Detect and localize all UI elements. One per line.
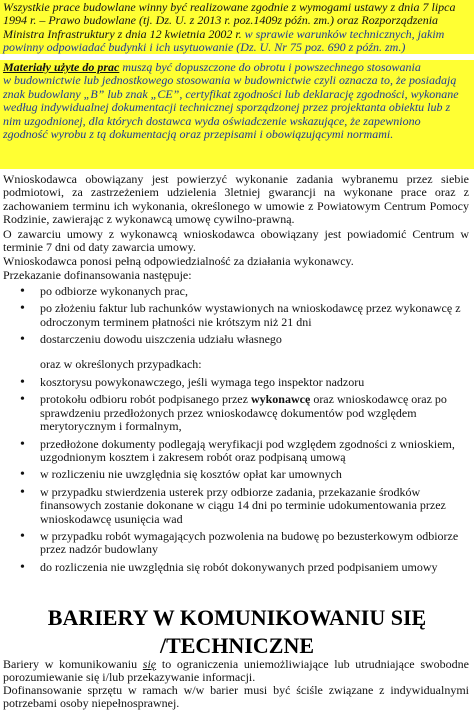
heading-line-1: BARIERY W KOMUNIKOWANIU SIĘ — [47, 605, 427, 630]
list-item: • protokołu odbioru robót podpisanego przez wykonawcę oraz wnioskodawcę oraz po sprawdzeniu przedłożonych przez wnioskodawcę dokumentów pod względem merytorycznym i formalnym, — [0, 393, 474, 433]
list-item: • kosztorysu powykonawczego, jeśli wymaga tego inspektor nadzoru — [0, 376, 474, 389]
section-heading — [0, 604, 474, 660]
materials-paragraph — [3, 61, 469, 141]
equipment-funding-paragraph: Dofinansowanie sprzętu w ramach w/w barier musi być ściśle związane z indywidualnymi potrzebami osoby niepełnosprawnej. — [3, 683, 469, 711]
notification-paragraph: O zawarciu umowy z wykonawcą wnioskodawca obowiązany jest powiadomić Centrum w terminie 7 dni od daty zawarcia umowy. — [3, 227, 469, 255]
building-law-paragraph — [3, 1, 469, 55]
responsibility-paragraph: Wnioskodawca ponosi pełną odpowiedzialność za działania wykonawcy. — [3, 254, 354, 268]
heading-line-2: /TECHNICZNE — [159, 633, 315, 658]
line: powinny odpowiadać budynki i ich usytuowanie (Dz. U. Nr 75 poz. 690 z późn. zm.) — [3, 40, 406, 55]
list-item: • w rozliczeniu nie uwzględnia się kosztów opłat kar umownych — [0, 468, 474, 481]
line: znak budowlany „B” lub znak „CE”, certyfikat zgodności lub deklarację zgodności, wykonane — [3, 86, 459, 101]
line: według indywidualnej dokumentacji technicznej sporządzonej przez projektanta obiektu lub z — [3, 100, 451, 115]
line: w budownictwie lub jednostkowego stosowania w budownictwie czyli oznacza to, że posiadają — [3, 73, 457, 88]
list-item: • dostarczeniu dowodu uiszczenia udziału własnego — [0, 333, 474, 346]
list-item: • przedłożone dokumenty podlegają weryfikacji pod względem zgodności z wnioskiem, uzgodnionym kosztem i zakresem robót oraz podpisaną umową — [0, 438, 474, 465]
line: 1994 r. – Prawo budowlane (tj. Dz. U. z 2013 r. poz.1409z późn. zm.) oraz Rozporządzenia — [3, 13, 439, 28]
list-item: • w przypadku stwierdzenia usterek przy odbiorze zadania, przekazanie środków finansowych zostanie dokonane w ciągu 14 dni po terminie udokumentowania przez wnioskodawcę usunięcia wad — [0, 486, 474, 526]
funding-transfer-heading: Przekazanie dofinansowania następuje: — [3, 268, 192, 282]
line: Materiały użyte do prac muszą być dopuszczone do obrotu i powszechnego stosowania — [3, 60, 421, 74]
list-item: • po złożeniu faktur lub rachunków wystawionych na wnioskodawcę przez wykonawcę z odroczonym terminem płatności nie krótszym niż 21 dni — [0, 302, 474, 329]
line: zgodność wyrobu z tą dokumentacją oraz przepisami i obowiązującymi normami. — [3, 127, 394, 142]
communication-barriers-paragraph: Bariery w komunikowaniu się to ograniczenia uniemożliwiające lub utrudniające swobodne porozumiewanie się i/lub przekazywanie informacji. — [3, 657, 469, 685]
list-item: • w przypadku robót wymagających pozwolenia na budowę po bezusterkowym odbiorze przez nadzór budowlany — [0, 530, 474, 557]
list-item: • do rozliczenia nie uwzględnia się robót dokonywanych przed podpisaniem umowy — [0, 561, 474, 574]
contractor-paragraph: Wnioskodawca obowiązany jest powierzyć wykonanie zadania wybranemu przez siebie podmiotowi, za zastrzeżeniem udzielenia 3letniej gwarancji na wykonane prace oraz z zachowaniem terminu ich wykonania, określonego w umowie z Powiatowym Centrum Pomocy Rodzinie, zawierając z wykonawcą umowę cywilno-prawną. — [3, 172, 469, 227]
line: nim uzgodnionej, dla których dostawca wyda oświadczenie wskazujące, że zapewniono — [3, 113, 421, 128]
specific-cases-list — [0, 376, 474, 574]
line: Wszystkie prace budowlane winny być realizowane zgodnie z wymogami ustawy z dnia 7 lipca — [3, 0, 456, 14]
specific-cases-label: oraz w określonych przypadkach: — [40, 357, 202, 371]
funding-conditions-list — [0, 285, 474, 347]
list-item: • po odbiorze wykonanych prac, — [0, 285, 474, 298]
line: Ministra Infrastruktury z dnia 12 kwietnia 2002 r. w sprawie warunków technicznych, jakim — [3, 26, 445, 41]
materials-lead: Materiały użyte do prac — [3, 60, 120, 74]
